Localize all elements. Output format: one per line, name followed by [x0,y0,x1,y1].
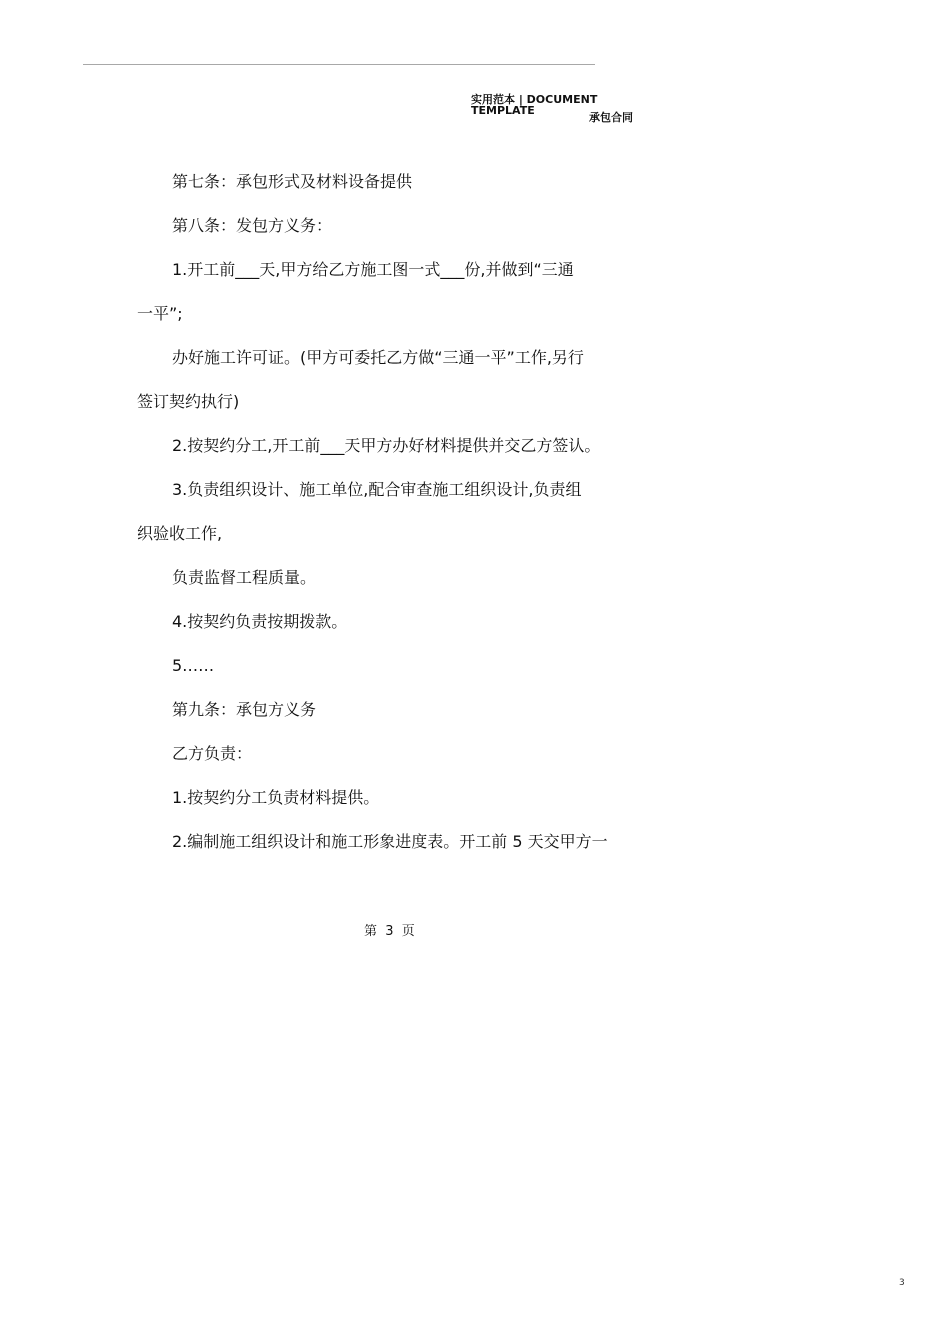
paragraph-line: 4.按契约负责按期拨款。 [172,612,348,631]
document-subtitle: 承包合同 [589,111,633,124]
paragraph-line: 负责监督工程质量。 [172,568,317,587]
paragraph-line: 5…… [172,656,215,675]
paragraph-line: 签订契约执行) [137,392,240,411]
paragraph-line: 乙方负责： [172,744,253,763]
article-9-heading: 第九条：承包方义务 [172,700,317,719]
paragraph-line: 一平”; [137,304,183,323]
page-number-label: 第 3 页 [364,924,415,939]
article-8-heading: 第八条：发包方义务： [172,216,333,235]
article-7-heading: 第七条：承包形式及材料设备提供 [172,172,413,191]
paragraph-line: 2.编制施工组织设计和施工形象进度表。开工前 5 天交甲方一 [172,832,608,851]
header-rule [83,64,595,65]
paragraph-line: 织验收工作, [137,524,223,543]
paragraph-line: 3.负责组织设计、施工单位,配合审查施工组织设计,负责组 [172,480,582,499]
paragraph-line: 2.按契约分工,开工前___天甲方办好材料提供并交乙方签认。 [172,436,601,455]
paragraph-line: 1.按契约分工负责材料提供。 [172,788,380,807]
document-template-label: 实用范本 | DOCUMENT TEMPLATE [471,93,598,117]
paragraph-line: 办好施工许可证。(甲方可委托乙方做“三通一平”工作,另行 [172,348,584,367]
page-index: 3 [899,1278,905,1288]
paragraph-line: 1.开工前___天,甲方给乙方施工图一式___份,并做到“三通 [172,260,574,279]
